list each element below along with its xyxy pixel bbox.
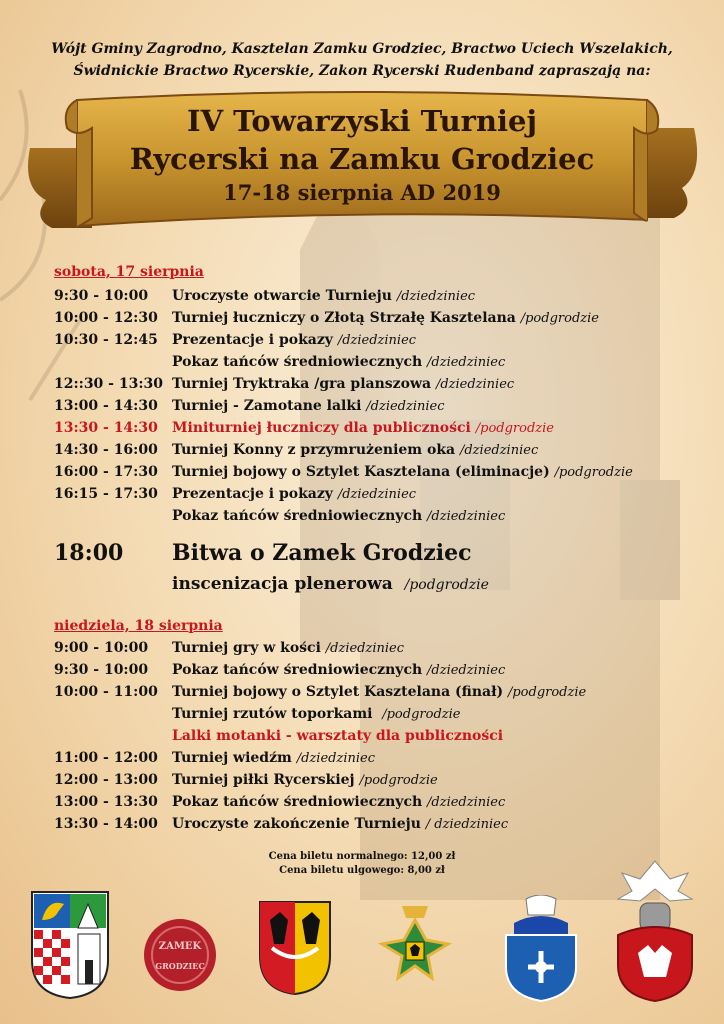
row-event: Turniej gry w kości (172, 640, 321, 656)
row-event: Lalki motanki - warsztaty dla publiczności (172, 728, 504, 744)
battle-location: /podgrodzie (404, 577, 489, 593)
row-time: 14:30 - 16:00 (54, 442, 158, 458)
row-event: Turniej piłki Rycerskiej (172, 772, 355, 788)
intro-line-2: Świdnickie Bractwo Rycerskie, Zakon Rycerski Rudenband zapraszają na: (73, 63, 651, 79)
row-time: 16:15 - 17:30 (54, 486, 158, 502)
knight-helmet-crest-icon (610, 855, 700, 1003)
row-event: Pokaz tańców średniowiecznych (172, 508, 423, 524)
intro-text (0, 38, 724, 82)
schedule-row (54, 640, 404, 661)
row-location: /dziedziniec (427, 355, 506, 370)
schedule-row (54, 662, 505, 683)
schedule-row (54, 794, 505, 815)
schedule-row (54, 398, 445, 419)
row-time: 16:00 - 17:30 (54, 464, 158, 480)
row-location: /dziedziniec (366, 399, 445, 414)
row-event: Pokaz tańców średniowiecznych (172, 794, 423, 810)
row-event: Turniej - Zamotane lalki (172, 398, 362, 414)
row-event: Pokaz tańców średniowiecznych (172, 662, 423, 678)
row-location: /podgrodzie (520, 311, 599, 326)
price-reduced: Cena biletu ulgowego: 8,00 zł (279, 865, 445, 876)
schedule-row (54, 684, 586, 705)
row-location: /dziedziniec (435, 377, 515, 392)
row-event: Turniej rzutów toporkami (172, 706, 373, 722)
schedule-row-highlight (172, 728, 503, 744)
row-time: 13:30 - 14:00 (54, 816, 158, 832)
row-event: Turniej Konny z przymrużeniem oka (172, 442, 456, 458)
schedule-row-continued (172, 354, 505, 370)
schedule-row (54, 310, 599, 331)
row-time: 13:00 - 13:30 (54, 794, 158, 810)
gmina-zagrodno-crest-icon (30, 890, 110, 1000)
battle-headline (54, 540, 471, 566)
schedule-row (54, 332, 416, 353)
banner-title-line-1: IV Towarzyski Turniej (187, 104, 537, 138)
saturday-heading: sobota, 17 sierpnia (54, 264, 204, 280)
row-event: Prezentacje i pokazy (172, 332, 333, 348)
schedule-row-highlight (54, 420, 554, 441)
row-location: /dziedziniec (427, 509, 506, 524)
row-event: Pokaz tańców średniowiecznych (172, 354, 423, 370)
row-location: /dziedziniec (337, 487, 417, 502)
row-location: /dziedziniec (459, 443, 539, 458)
row-location: /podgrodzie (554, 465, 633, 480)
row-location: /podgrodzie (359, 773, 438, 788)
row-time: 11:00 - 12:00 (54, 750, 158, 766)
schedule-row (54, 486, 416, 507)
seal-text-top: ZAMEK (158, 941, 202, 952)
schedule-row (54, 750, 375, 771)
schedule-row-continued (172, 706, 460, 722)
row-time: 13:30 - 14:30 (54, 420, 158, 436)
row-time: 9:00 - 10:00 (54, 640, 149, 656)
row-location: /dziedziniec (325, 641, 405, 656)
row-event: Turniej bojowy o Sztylet Kasztelana (finał) (172, 684, 504, 700)
row-location: /podgrodzie (382, 707, 461, 722)
row-location: /dziedziniec (427, 795, 506, 810)
sunday-heading: niedziela, 18 sierpnia (54, 618, 223, 634)
row-location: /dziedziniec (396, 289, 476, 304)
banner-title-line-2: Rycerski na Zamku Grodziec (129, 142, 595, 176)
banner-dates: 17-18 sierpnia AD 2019 (223, 180, 501, 205)
blue-heraldic-crest-icon (496, 895, 586, 1005)
row-time: 12::30 - 13:30 (54, 376, 163, 392)
schedule-row (54, 772, 438, 793)
row-event: Turniej Tryktraka /gra planszowa (172, 376, 432, 392)
row-event: Miniturniej łuczniczy dla publiczności (172, 420, 471, 436)
schedule-row-continued (172, 508, 505, 524)
battle-time: 18:00 (54, 540, 124, 566)
price-normal: Cena biletu normalnego: 12,00 zł (268, 851, 456, 862)
battle-subtitle: inscenizacja plenerowa (172, 574, 393, 594)
order-cross-crest-icon (378, 900, 452, 1000)
seal-text-bottom: GRODZIEC (155, 961, 205, 971)
row-location: /dziedziniec (337, 333, 417, 348)
row-time: 10:30 - 12:45 (54, 332, 158, 348)
row-location: /podgrodzie (475, 421, 554, 436)
schedule-row (54, 288, 475, 309)
schedule-row (54, 464, 633, 485)
row-location: / dziedziniec (425, 817, 509, 832)
row-time: 12:00 - 13:00 (54, 772, 158, 788)
silesia-eagle-crest-icon (258, 900, 332, 996)
row-time: 9:30 - 10:00 (54, 662, 149, 678)
row-time: 10:00 - 11:00 (54, 684, 158, 700)
row-event: Uroczyste otwarcie Turnieju (172, 288, 392, 304)
schedule-row (54, 442, 538, 463)
row-location: /dziedziniec (427, 663, 506, 678)
row-event: Turniej łuczniczy o Złotą Strzałę Kasztelana (172, 310, 516, 326)
title-banner (22, 88, 702, 248)
battle-title: Bitwa o Zamek Grodziec (172, 540, 472, 566)
row-event: Turniej wiedźm (172, 750, 292, 766)
schedule-row (54, 816, 508, 837)
row-event: Prezentacje i pokazy (172, 486, 333, 502)
schedule-row (54, 376, 514, 397)
intro-line-1: Wójt Gminy Zagrodno, Kasztelan Zamku Grodziec, Bractwo Uciech Wszelakich, (51, 41, 673, 57)
row-location: /podgrodzie (507, 685, 587, 700)
battle-subtitle-row (172, 574, 489, 594)
row-location: /dziedziniec (296, 751, 375, 766)
row-event: Uroczyste zakończenie Turnieju (172, 816, 421, 832)
row-time: 9:30 - 10:00 (54, 288, 149, 304)
row-event: Turniej bojowy o Sztylet Kasztelana (eliminacje) (172, 464, 550, 480)
row-time: 10:00 - 12:30 (54, 310, 158, 326)
zamek-grodziec-seal (140, 915, 220, 995)
row-time: 13:00 - 14:30 (54, 398, 158, 414)
